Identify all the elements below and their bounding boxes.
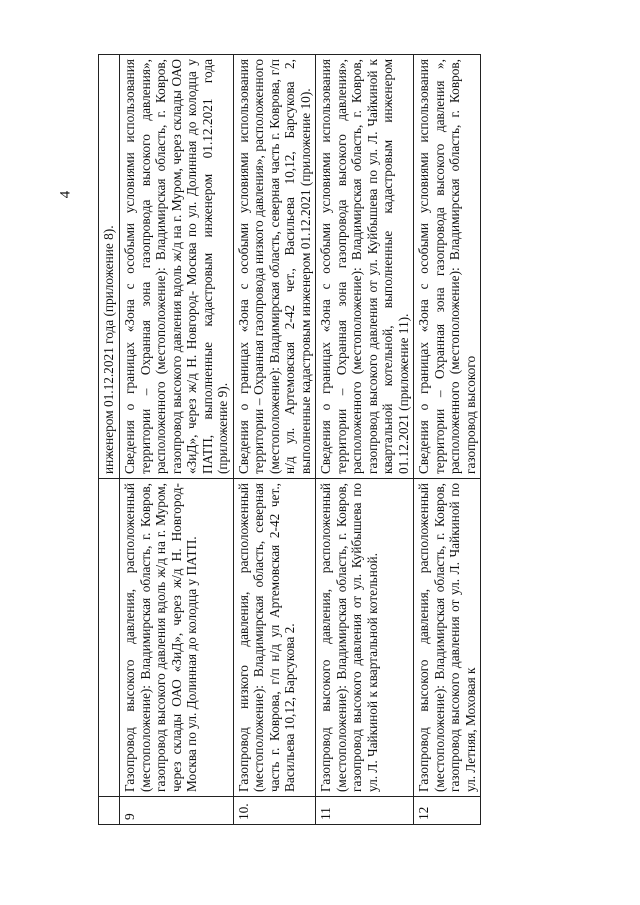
table-row <box>233 55 316 825</box>
document-table <box>98 54 481 825</box>
table-cell-continuation: инженером 01.12.2021 года (приложение 8). <box>99 55 120 479</box>
page-number: 4 <box>57 190 74 199</box>
boundary-info: Сведения о границах «Зона с особыми условиями использования территории – Охранная газопровода низкого давления», расположенного (местоположение): Владимирская область, северная часть г. Коврова, г/п н/д ул. Артемовская 2-42 чет., Васильева 10,12, Барсукова 2, выполненные кадастровым инженером 01.12.2021 (приложение 10). <box>233 55 316 479</box>
table-row <box>316 55 414 825</box>
boundary-info: Сведения о границах «Зона с особыми условиями использования территории – Охранная зона газопровода высокого давления », расположенного (местоположение): Владимирская область, г. Ковров, газопровод высокого <box>414 55 481 479</box>
table-row <box>414 55 481 825</box>
object-description: Газопровод низкого давления, расположенный (местоположение): Владимирская область, северная часть г. Коврова, г/п н/д ул Артемовская 2-42 чет., Васильева 10,12, Барсукова 2. <box>233 479 316 797</box>
boundary-info: Сведения о границах «Зона с особыми условиями использования территории – Охранная зона газопровода высокого давления», расположенного (местоположение): Владимирская область, г. Ковров, газопровод высокого давления от ул. Куйбышева по ул. Л. Чайкиной к квартальной котельной, выполненные кадастровым инженером 01.12.2021 (приложение 11). <box>316 55 414 479</box>
row-number: 12 <box>414 797 481 825</box>
table-row-continuation <box>99 55 120 825</box>
boundary-info: Сведения о границах «Зона с особыми условиями использования территории – Охранная зона газопровода высокого давления», расположенного (местоположение): Владимирская область, г. Ковров, газопровод высокого давления вдоль ж/д на г. Муром, через склады ОАО «ЗиД», через ж/д Н. Новгород- Москва по ул. Долинная до колодца у ПАТП, выполненные кадастровым инженером 01.12.2021 года (приложение 9). <box>120 55 234 479</box>
table-cell-empty <box>99 797 120 825</box>
object-description: Газопровод высокого давления, расположенный (местоположение): Владимирская область, г. Ковров, газопровод высокого давления вдоль ж/д на г. Муром, через склады ОАО «ЗиД», через ж/д Н. Новгород- Москва по ул. Долинная до колодца у ПАТП. <box>120 479 234 797</box>
row-number: 11 <box>316 797 414 825</box>
row-number: 9 <box>120 797 234 825</box>
row-number: 10. <box>233 797 316 825</box>
object-description: Газопровод высокого давления, расположенный (местоположение): Владимирская область, г. Ковров, газопровод высокого давления от ул. Куйбышева по ул. Л. Чайкиной к квартальной котельной. <box>316 479 414 797</box>
object-description: Газопровод высокого давления, расположенный (местоположение): Владимирская область, г. Ковров, газопровод высокого давления от ул. Л. Чайкиной по ул. Летняя, Моховая к <box>414 479 481 797</box>
document-table-container <box>98 55 528 825</box>
table-cell-empty <box>99 479 120 797</box>
table-row <box>120 55 234 825</box>
